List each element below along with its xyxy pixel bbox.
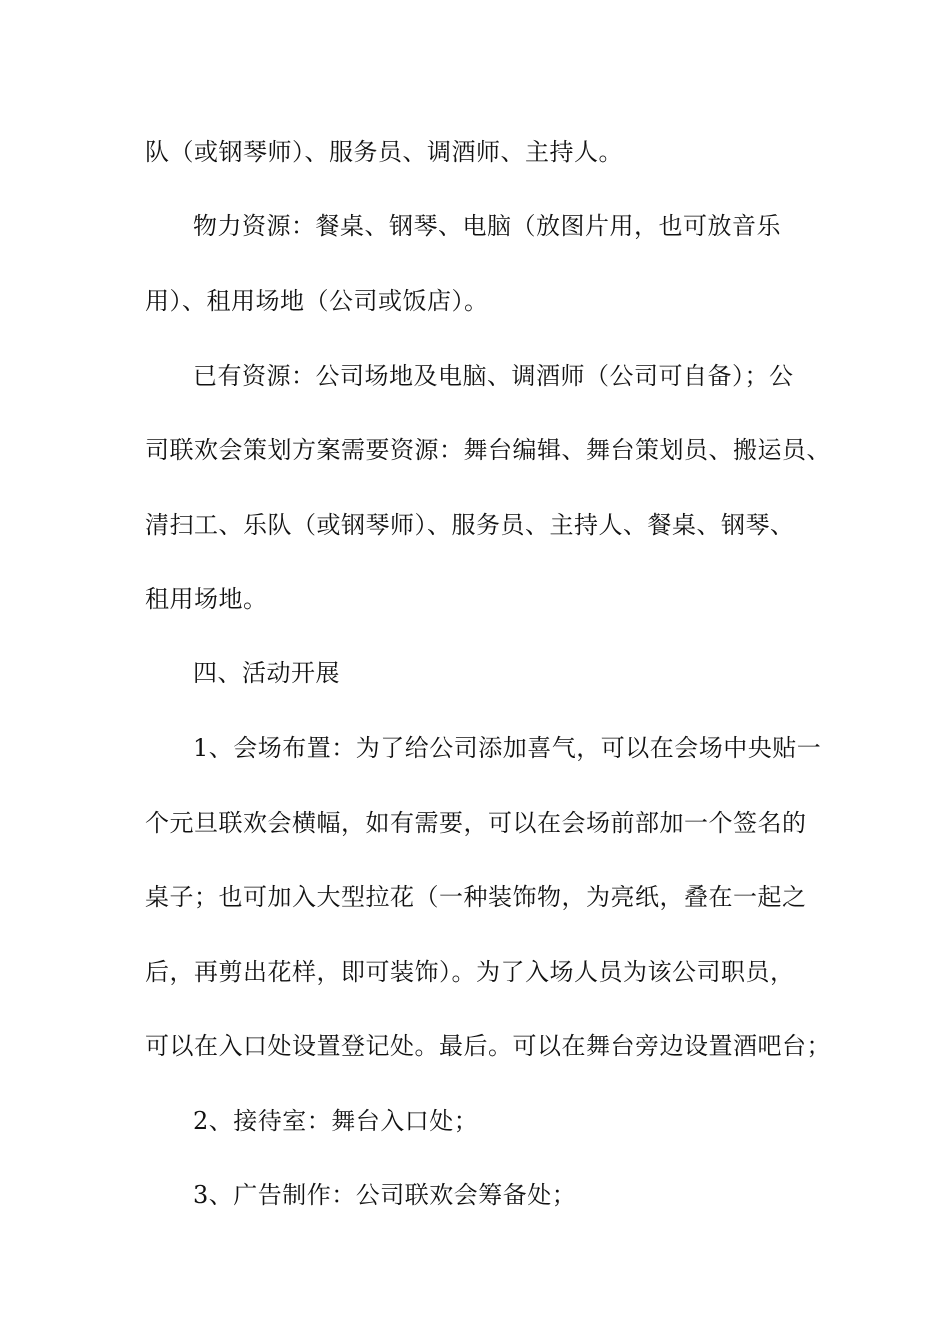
paragraph-advertising: 3、广告制作：公司联欢会筹备处； [193,1181,577,1209]
paragraph-venue-setup: 1、会场布置：为了给公司添加喜气，可以在会场中央贴一 [193,734,822,762]
paragraph-existing-resources: 已有资源：公司场地及电脑、调酒师（公司可自备）；公 [193,362,794,390]
text-line: 队（或钢琴师）、服务员、调酒师、主持人。 [145,138,623,166]
text-line: 用）、租用场地（公司或饭店）。 [145,287,489,315]
text-line: 后，再剪出花样，即可装饰）。为了入场人员为该公司职员， [145,958,795,986]
section-heading: 四、活动开展 [193,659,340,687]
text-line: 司联欢会策划方案需要资源：舞台编辑、舞台策划员、搬运员、 [145,436,831,464]
text-line: 桌子；也可加入大型拉花（一种装饰物，为亮纸，叠在一起之 [145,883,807,911]
paragraph-material-resources: 物力资源：餐桌、钢琴、电脑（放图片用，也可放音乐 [193,212,781,240]
paragraph-reception: 2、接待室：舞台入口处； [193,1107,479,1135]
text-line: 清扫工、乐队（或钢琴师）、服务员、主持人、餐桌、钢琴、 [145,511,795,539]
text-line: 个元旦联欢会横幅，如有需要，可以在会场前部加一个签名的 [145,809,807,837]
text-line: 租用场地。 [145,585,268,613]
text-line: 可以在入口处设置登记处。最后。可以在舞台旁边设置酒吧台； [145,1032,831,1060]
